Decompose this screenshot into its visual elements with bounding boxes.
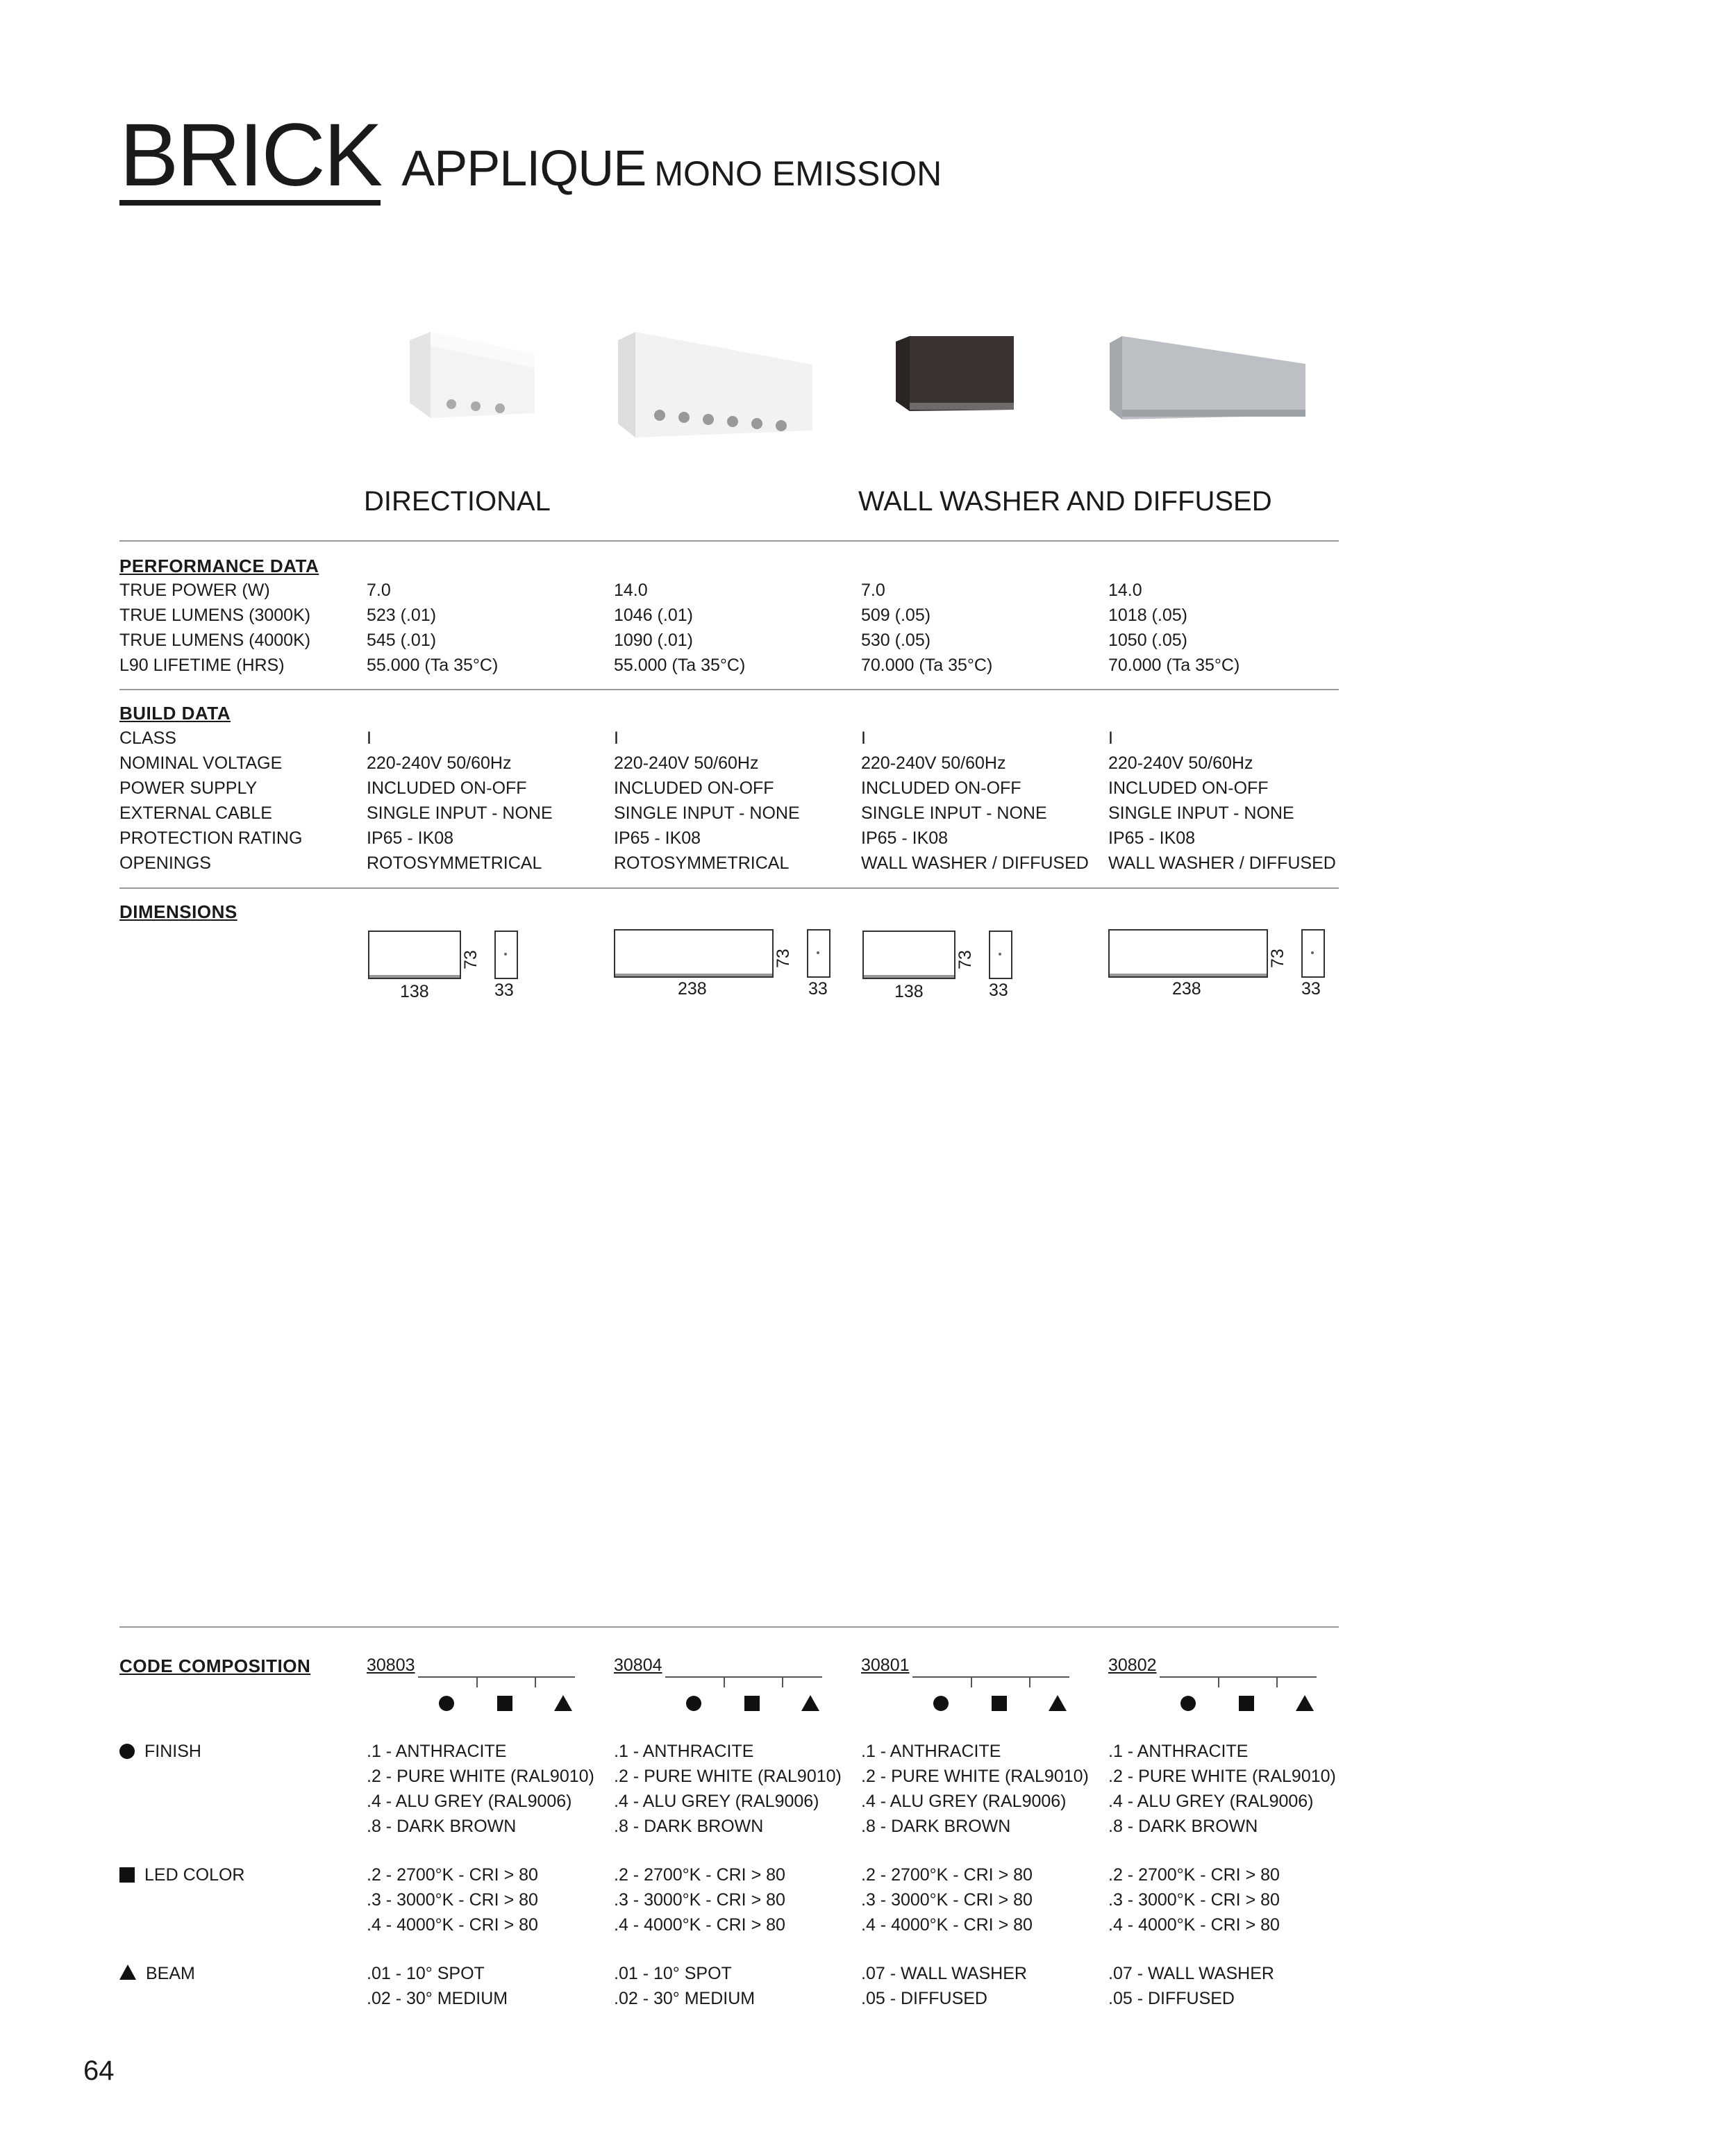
product-code: 30802: [1108, 1655, 1157, 1675]
cell: 1046 (.01): [614, 606, 693, 625]
cell: SINGLE INPUT - NONE: [1108, 803, 1294, 823]
tick: [535, 1676, 536, 1687]
cell: 545 (.01): [367, 631, 437, 650]
cell: 7.0: [367, 581, 391, 600]
dimension-width: 138: [894, 982, 924, 1001]
table-row: [119, 853, 1342, 878]
group-directional: DIRECTIONAL: [364, 486, 551, 517]
cell: SINGLE INPUT - NONE: [367, 803, 553, 823]
table-row: [119, 656, 1342, 681]
finish-label-text: FINISH: [144, 1742, 201, 1761]
cell: WALL WASHER / DIFFUSED: [861, 853, 1089, 873]
cell: 1018 (.05): [1108, 606, 1187, 625]
code-bracket: [912, 1676, 1069, 1690]
finish-symbol: [439, 1696, 454, 1711]
page-number: 64: [83, 2055, 115, 2086]
beam-symbol: [1296, 1695, 1314, 1711]
cell: 509 (.05): [861, 606, 931, 625]
cell: 523 (.01): [367, 606, 437, 625]
option: .3 - 3000°K - CRI > 80: [367, 1890, 538, 1910]
tick: [476, 1676, 478, 1687]
option: .4 - ALU GREY (RAL9006): [1108, 1792, 1314, 1811]
option: .4 - 4000°K - CRI > 80: [861, 1915, 1033, 1935]
option: .8 - DARK BROWN: [861, 1817, 1011, 1836]
option: .8 - DARK BROWN: [614, 1817, 764, 1836]
cell: 220-240V 50/60Hz: [614, 753, 759, 773]
dimension-height: 73: [461, 950, 481, 969]
divider: [119, 540, 1339, 542]
cell: 530 (.05): [861, 631, 931, 650]
cell: IP65 - IK08: [614, 828, 701, 848]
cell: 220-240V 50/60Hz: [367, 753, 512, 773]
option: .4 - ALU GREY (RAL9006): [614, 1792, 819, 1811]
option: .02 - 30° MEDIUM: [614, 1989, 756, 2008]
beam-symbol: [554, 1695, 572, 1711]
performance-title: PERFORMANCE DATA: [119, 556, 319, 576]
row-label: TRUE LUMENS (4000K): [119, 631, 311, 650]
dimension-width: 138: [400, 982, 429, 1001]
table-row: [119, 778, 1342, 803]
dimension-front-view: [862, 931, 955, 979]
cell: SINGLE INPUT - NONE: [861, 803, 1047, 823]
cell: I: [861, 728, 866, 748]
led-symbol: [744, 1696, 760, 1711]
dimension-width: 238: [678, 979, 707, 999]
cell: 14.0: [614, 581, 648, 600]
led-label-text: LED COLOR: [144, 1865, 245, 1885]
code-title: CODE COMPOSITION: [119, 1655, 311, 1676]
cell: ROTOSYMMETRICAL: [367, 853, 542, 873]
cell: 7.0: [861, 581, 885, 600]
option: .1 - ANTHRACITE: [367, 1742, 507, 1761]
dimension-height: 73: [774, 949, 793, 968]
title-applique: APPLIQUE: [401, 141, 646, 197]
option: .2 - PURE WHITE (RAL9010): [861, 1767, 1089, 1786]
dimension-front-view: [614, 929, 774, 978]
option: .8 - DARK BROWN: [367, 1817, 517, 1836]
led-label: [119, 1865, 244, 1885]
code-bracket: [1160, 1676, 1317, 1690]
beam-triangle-icon: [119, 1965, 136, 1980]
cell: 70.000 (Ta 35°C): [861, 656, 993, 675]
option: .07 - WALL WASHER: [861, 1964, 1027, 1983]
tick: [971, 1676, 972, 1687]
option: .4 - 4000°K - CRI > 80: [1108, 1915, 1280, 1935]
option: .3 - 3000°K - CRI > 80: [861, 1890, 1033, 1910]
option: .01 - 10° SPOT: [367, 1964, 485, 1983]
option: .07 - WALL WASHER: [1108, 1964, 1274, 1983]
finish-symbol: [933, 1696, 949, 1711]
dimension-height: 73: [1268, 949, 1287, 968]
finish-dot-icon: [119, 1744, 135, 1759]
option: .2 - 2700°K - CRI > 80: [614, 1865, 785, 1885]
row-label: L90 LIFETIME (HRS): [119, 656, 285, 675]
cell: IP65 - IK08: [861, 828, 949, 848]
divider: [119, 689, 1339, 690]
cell: INCLUDED ON-OFF: [861, 778, 1021, 798]
divider: [119, 1626, 1339, 1628]
tick: [782, 1676, 783, 1687]
row-label: OPENINGS: [119, 853, 211, 873]
table-row: [119, 828, 1342, 853]
led-symbol: [1239, 1696, 1254, 1711]
product-photo-directional-large: [611, 326, 819, 451]
dimension-side-view: [1301, 929, 1325, 978]
build-title: BUILD DATA: [119, 703, 231, 724]
dimensions-title: DIMENSIONS: [119, 901, 237, 922]
cell: INCLUDED ON-OFF: [614, 778, 774, 798]
product-photo-wallwasher-small: [889, 333, 1021, 417]
option: .1 - ANTHRACITE: [1108, 1742, 1249, 1761]
product-code: 30804: [614, 1655, 662, 1675]
dimension-side-view: [494, 931, 518, 979]
dimension-front-view: [368, 931, 461, 979]
option: .3 - 3000°K - CRI > 80: [1108, 1890, 1280, 1910]
cell: 70.000 (Ta 35°C): [1108, 656, 1240, 675]
product-photo-directional-small: [403, 326, 542, 424]
led-symbol: [497, 1696, 512, 1711]
tick: [1276, 1676, 1278, 1687]
product-code: 30803: [367, 1655, 415, 1675]
table-row: [119, 753, 1342, 778]
dimension-side-view: [989, 931, 1012, 979]
product-code: 30801: [861, 1655, 910, 1675]
option: .4 - ALU GREY (RAL9006): [861, 1792, 1067, 1811]
divider: [119, 887, 1339, 889]
table-row: [119, 728, 1342, 753]
option: .2 - PURE WHITE (RAL9010): [614, 1767, 842, 1786]
table-row: [119, 606, 1342, 631]
tick: [1029, 1676, 1030, 1687]
cell: 55.000 (Ta 35°C): [367, 656, 499, 675]
option: .2 - PURE WHITE (RAL9010): [367, 1767, 594, 1786]
table-row: [119, 581, 1342, 606]
option: .4 - 4000°K - CRI > 80: [367, 1915, 538, 1935]
option: .4 - 4000°K - CRI > 80: [614, 1915, 785, 1935]
beam-label: [119, 1964, 195, 1984]
option: .05 - DIFFUSED: [1108, 1989, 1235, 2008]
dimension-width: 238: [1172, 979, 1201, 999]
row-label: NOMINAL VOLTAGE: [119, 753, 283, 773]
cell: 55.000 (Ta 35°C): [614, 656, 746, 675]
table-row: [119, 631, 1342, 656]
dimension-depth: 33: [1301, 979, 1321, 999]
cell: I: [367, 728, 372, 748]
finish-symbol: [1180, 1696, 1196, 1711]
dimension-depth: 33: [808, 979, 828, 999]
option: .01 - 10° SPOT: [614, 1964, 732, 1983]
cell: SINGLE INPUT - NONE: [614, 803, 800, 823]
row-label: TRUE LUMENS (3000K): [119, 606, 311, 625]
beam-label-text: BEAM: [146, 1964, 195, 1983]
cell: WALL WASHER / DIFFUSED: [1108, 853, 1336, 873]
option: .2 - 2700°K - CRI > 80: [1108, 1865, 1280, 1885]
dimension-front-view: [1108, 929, 1268, 978]
cell: 220-240V 50/60Hz: [861, 753, 1006, 773]
cell: 14.0: [1108, 581, 1142, 600]
row-label: TRUE POWER (W): [119, 581, 270, 600]
tick: [724, 1676, 725, 1687]
cell: INCLUDED ON-OFF: [1108, 778, 1269, 798]
code-bracket: [418, 1676, 575, 1690]
led-square-icon: [119, 1867, 135, 1883]
option: .2 - 2700°K - CRI > 80: [367, 1865, 538, 1885]
finish-symbol: [686, 1696, 701, 1711]
row-label: PROTECTION RATING: [119, 828, 303, 848]
table-row: [119, 803, 1342, 828]
cell: IP65 - IK08: [367, 828, 454, 848]
option: .4 - ALU GREY (RAL9006): [367, 1792, 572, 1811]
dimension-depth: 33: [494, 981, 514, 1000]
option: .1 - ANTHRACITE: [861, 1742, 1001, 1761]
page-title: [119, 106, 942, 206]
tick: [1218, 1676, 1219, 1687]
beam-symbol: [1049, 1695, 1067, 1711]
beam-symbol: [801, 1695, 819, 1711]
title-brick: BRICK: [119, 106, 381, 205]
option: .2 - 2700°K - CRI > 80: [861, 1865, 1033, 1885]
option: .02 - 30° MEDIUM: [367, 1989, 508, 2008]
cell: 220-240V 50/60Hz: [1108, 753, 1253, 773]
row-label: EXTERNAL CABLE: [119, 803, 272, 823]
group-wallwasher: WALL WASHER AND DIFFUSED: [858, 486, 1272, 517]
cell: ROTOSYMMETRICAL: [614, 853, 790, 873]
cell: IP65 - IK08: [1108, 828, 1196, 848]
finish-label: [119, 1742, 201, 1762]
cell: 1090 (.01): [614, 631, 693, 650]
title-mono-emission: MONO EMISSION: [654, 154, 942, 193]
row-label: POWER SUPPLY: [119, 778, 258, 798]
row-label: CLASS: [119, 728, 176, 748]
product-photo-wallwasher-large: [1104, 333, 1312, 424]
option: .05 - DIFFUSED: [861, 1989, 987, 2008]
cell: I: [614, 728, 619, 748]
cell: INCLUDED ON-OFF: [367, 778, 527, 798]
dimension-depth: 33: [989, 981, 1008, 1000]
cell: 1050 (.05): [1108, 631, 1187, 650]
cell: I: [1108, 728, 1113, 748]
option: .2 - PURE WHITE (RAL9010): [1108, 1767, 1336, 1786]
led-symbol: [992, 1696, 1007, 1711]
option: .1 - ANTHRACITE: [614, 1742, 754, 1761]
dimension-side-view: [807, 929, 831, 978]
option: .8 - DARK BROWN: [1108, 1817, 1258, 1836]
option: .3 - 3000°K - CRI > 80: [614, 1890, 785, 1910]
code-bracket: [665, 1676, 822, 1690]
dimension-height: 73: [955, 950, 975, 969]
